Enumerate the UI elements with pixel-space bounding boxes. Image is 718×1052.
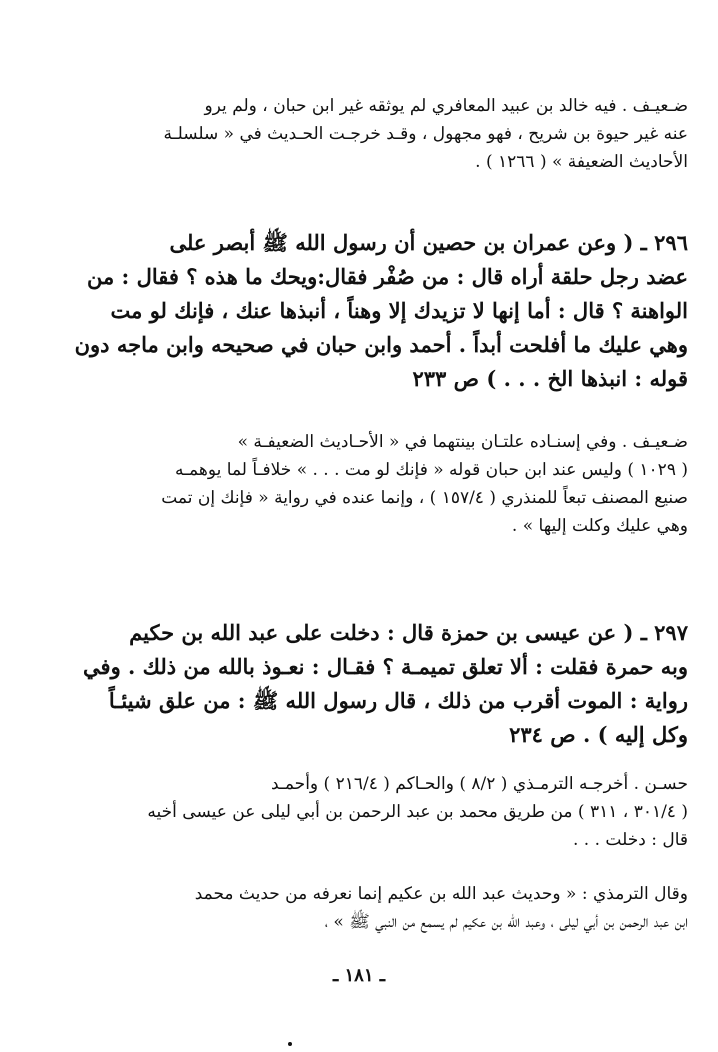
text-line: ٢٩٦ ـ ( وعن عمران بن حصين أن رسول الله ﷺ أبصر على <box>169 230 688 255</box>
text-line: قال : دخلت . . . <box>572 830 688 850</box>
text-line: رواية : الموت أقرب من ذلك ، قال رسول الله ﷺ : من علق شيئـاً <box>108 688 688 713</box>
text-line: ضـعيـف . وفي إسنـاده علتـان بينتهما في « الأحـاديث الضعيفـة » <box>237 432 688 452</box>
text-line: قوله : انبذها الخ . . . ) ص ٢٣٣ <box>412 366 688 391</box>
hadith-297 <box>70 616 688 752</box>
page-dot <box>288 1042 292 1046</box>
tirmidhi-comment <box>70 880 688 936</box>
text-line: الأحاديث الضعيفة » ( ١٢٦٦ ) . <box>475 152 688 172</box>
grading-note-3 <box>70 770 688 854</box>
text-line: وهي عليك وكلت إليها » . <box>511 516 688 536</box>
text-line: وكل إليه ) . ص ٢٣٤ <box>509 722 688 747</box>
grading-note-2 <box>70 428 688 540</box>
text-line: وقال الترمذي : « وحديث عبد الله بن عكيم إنما نعرفه من حديث محمد <box>194 884 688 904</box>
text-line: صنيع المصنف تبعاً للمنذري ( ١٥٧/٤ ) ، وإنما عنده في رواية « فإنك إن تمت <box>161 488 688 508</box>
text-line: ( ١٠٢٩ ) وليس عند ابن حبان قوله « فإنك لو مت . . . » خلافـاً لما يوهمـه <box>174 460 688 480</box>
text-line: وهي عليك ما أفلحت أبداً . أحمد وابن حبان في صحيحه وابن ماجه دون <box>74 332 688 357</box>
text-line: ٢٩٧ ـ ( عن عيسى بن حمزة قال : دخلت على عبد الله بن حكيم <box>129 620 688 645</box>
text-line: وبه حمرة فقلت : ألا تعلق تميمـة ؟ فقـال : نعـوذ بالله من ذلك . وفي <box>83 654 688 679</box>
text-line: عنه غير حيوة بن شريح ، فهو مجهول ، وقـد خرجـت الحـديث في « سلسلـة <box>163 124 688 144</box>
text-line: حسـن . أخرجـه الترمـذي ( ٨/٢ ) والحـاكم ( ٢١٦/٤ ) وأحمـد <box>270 774 688 794</box>
text-line: ابن عبد الرحمن بن أبي ليلى ، وعبد الله بن عكيم لم يسمع من النبي ﷺ » ، <box>324 912 688 932</box>
text-line: ضـعيـف . فيه خالد بن عبيد المعافري لم يوثقه غير ابن حبان ، ولم يرو <box>204 96 688 116</box>
text-line: الواهنة ؟ قال : أما إنها لا تزيدك إلا وهناً ، أنبذها عنك ، فإنك لو مت <box>110 298 688 323</box>
text-line: ( ٣٠١/٤ ، ٣١١ ) من طريق محمد بن عبد الرحمن بن أبي ليلى عن عيسى أخيه <box>147 802 688 822</box>
text-line: عضد رجل حلقة أراه قال : من صُفْر فقال:ويحك ما هذه ؟ فقال : من <box>86 264 688 289</box>
grading-note-1 <box>70 92 688 176</box>
hadith-296 <box>70 226 688 396</box>
page-number: ـ ١٨١ ـ <box>332 965 386 986</box>
